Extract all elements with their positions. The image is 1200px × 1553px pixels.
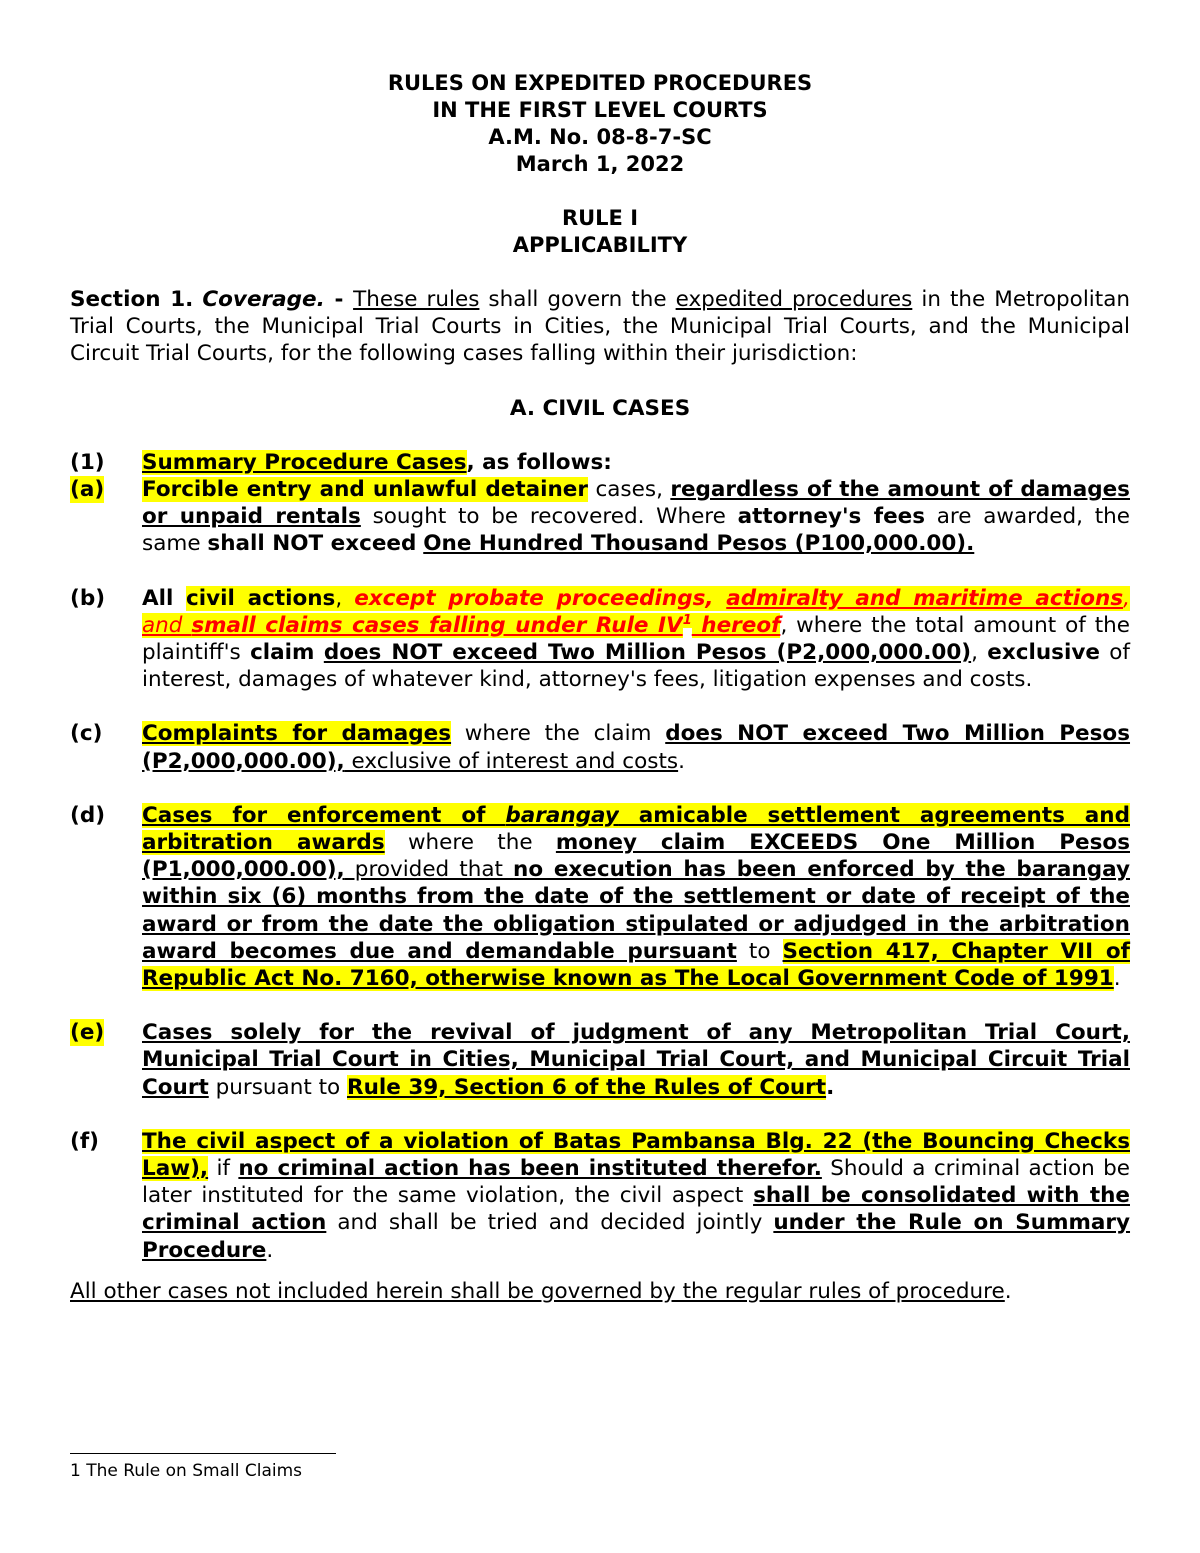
- header-date: March 1, 2022: [515, 152, 685, 176]
- item-label: (b): [70, 585, 106, 611]
- footnote-separator: [70, 1453, 336, 1454]
- list-item-1: (1) Summary Procedure Cases, as follows:: [70, 449, 612, 475]
- list-item-a: (a) Forcible entry and unlawful detainer cases, regardless of the amount of damages or unpaid rentals sought to be recovered. Where attorney's fees are awarded, the same shall NOT exceed One Hundred Thousand Pesos (P100,000.00).: [70, 477, 1130, 557]
- item-label: (a): [70, 477, 105, 503]
- footnote-ref: 1: [682, 612, 692, 628]
- section-label: Section 1.: [70, 287, 194, 312]
- section-heading: Coverage.: [202, 287, 325, 312]
- header-docket-no: A.M. No. 08-8-7-SC: [488, 125, 712, 149]
- document-header: [70, 70, 1130, 259]
- item-label: (e): [70, 1020, 105, 1046]
- list-item-f: (f) The civil aspect of a violation of Batas Pambansa Blg. 22 (the Bouncing Checks Law), if no criminal action has been instituted therefor. Should a criminal action be later instituted for the same violation, the civil aspect shall be consolidated with the criminal action and shall be tried and decided jointly under the Rule on Summary Procedure.: [70, 1128, 1131, 1263]
- list-item-c: (c) Complaints for damages where the claim does NOT exceed Two Million Pesos (P2,000,000.00), exclusive of interest and costs.: [70, 721, 1131, 774]
- header-title-line2: IN THE FIRST LEVEL COURTS: [432, 98, 768, 122]
- closing-paragraph: All other cases not included herein shall be governed by the regular rules of procedure.: [70, 1278, 1012, 1304]
- document-page: [70, 70, 1130, 1305]
- item-label: (c): [70, 721, 103, 747]
- rule-title: APPLICABILITY: [512, 233, 688, 257]
- section-1-paragraph: Section 1. Coverage. - These rules shall govern the expedited procedures in the Metropolitan Trial Courts, the Municipal Trial Courts in Cities, the Municipal Trial Courts, and the Municipal Circuit Trial Courts, for the following cases falling within their jurisdiction:: [70, 287, 1130, 367]
- item-label: (d): [70, 802, 106, 828]
- list-item-b: (b) All civil actions, except probate proceedings, admiralty and maritime actions, and small claims cases falling under Rule $IV^1$ hereof, where the total amount of the plaintiff's claim does NOT exceed Two Million Pesos (P2,000,000.00), exclusive of interest, damages of whatever kind, attorney's fees, litigation expenses and costs.: [70, 585, 1130, 693]
- header-title-line1: RULES ON EXPEDITED PROCEDURES: [387, 71, 813, 95]
- list-item-e: (e) Cases solely for the revival of judgment of any Metropolitan Trial Court, Municipal Trial Court in Cities, Municipal Trial Court, and Municipal Circuit Trial Court pursuant to Rule 39, Section 6 of the Rules of Court.: [70, 1020, 1130, 1100]
- item-label: (f): [70, 1128, 100, 1154]
- item-label: (1): [70, 449, 105, 475]
- list-item-d: (d) Cases for enforcement of barangay amicable settlement agreements and arbitration awards where the money claim EXCEEDS One Million Pesos (P1,000,000.00), provided that no execution has been enforced by the barangay within six (6) months from the date of the settlement or date of receipt of the award or from the date the obligation stipulated or adjudged in the arbitration award becomes due and demandable pursuant to Section 417, Chapter VII of Republic Act No. 7160, otherwise known as The Local Government Code of 1991.: [70, 802, 1130, 992]
- civil-cases-heading: A. CIVIL CASES: [509, 395, 691, 421]
- rule-number: RULE I: [561, 206, 639, 230]
- footnote: 1 The Rule on Small Claims: [70, 1461, 302, 1481]
